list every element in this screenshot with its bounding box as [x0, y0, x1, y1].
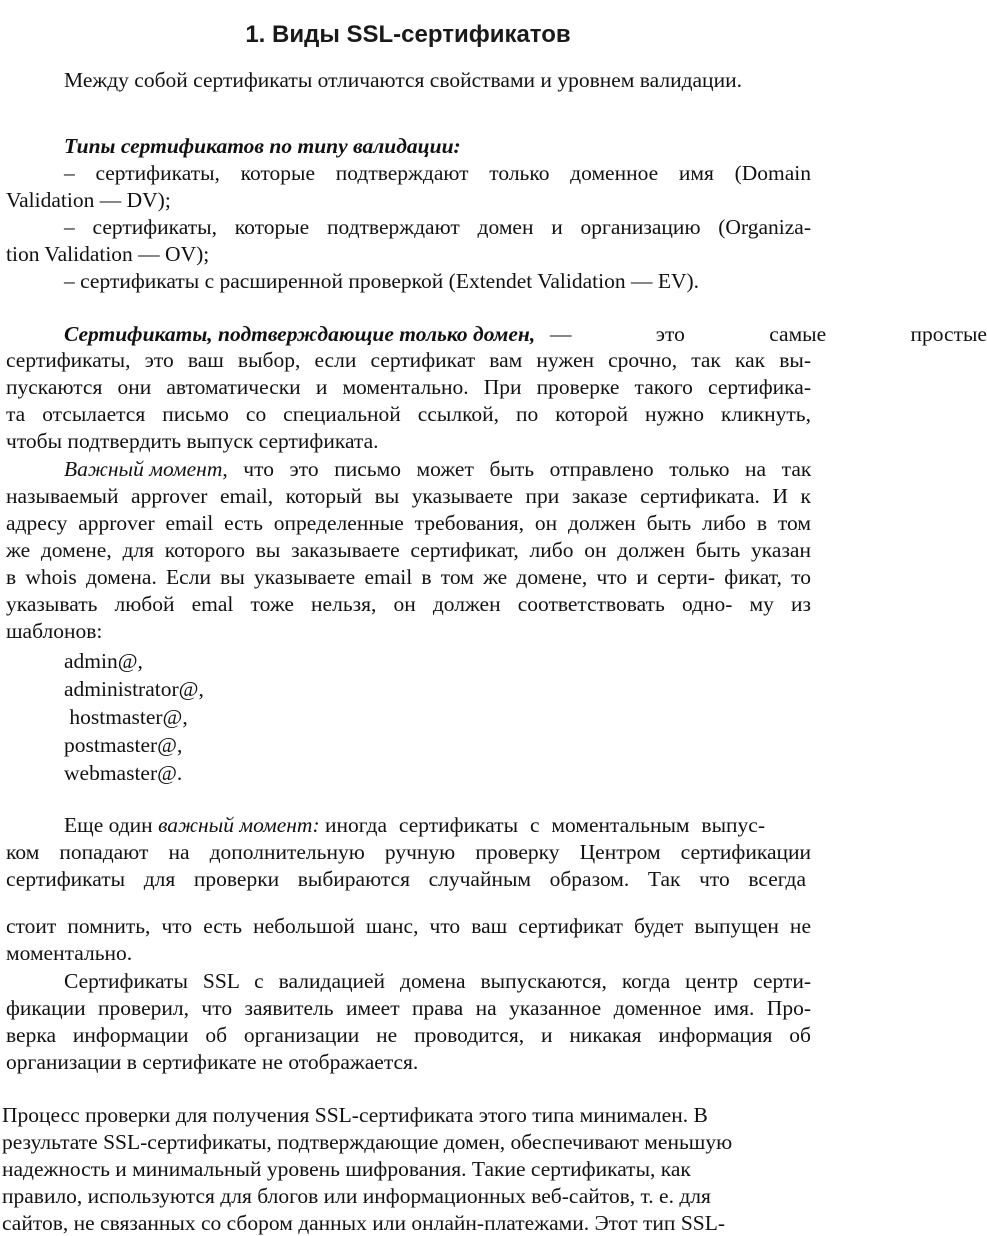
- important-line: шаблонов:: [6, 619, 103, 643]
- ssl-line: верка информации об организации не проводится, и никакая информация об: [6, 1023, 811, 1047]
- important-line: же домене, для которого вы заказываете сертификат, либо он должен быть указан: [6, 538, 811, 562]
- another-line: ком попадают на дополнительную ручную проверку Центром сертификации: [6, 840, 811, 864]
- process-line: правило, используются для блогов или информационных веб-сайтов, т. е. для: [2, 1184, 711, 1208]
- another-line: моментально.: [6, 941, 133, 965]
- dv-line: пускаются они автоматически и моментально. При проверке такого сертифика-: [6, 375, 811, 399]
- types-line: – сертификаты, которые подтверждают только доменное имя (Domain: [64, 161, 811, 185]
- process-line: Процесс проверки для получения SSL-сертификата этого типа минимален. В: [2, 1103, 708, 1127]
- types-line: Validation — DV);: [6, 188, 171, 212]
- process-line: надежность и минимальный уровень шифрования. Такие сертификаты, как: [2, 1157, 691, 1181]
- types-heading: Типы сертификатов по типу валидации:: [64, 134, 461, 158]
- email-template-item: postmaster@,: [64, 733, 183, 757]
- ssl-line: фикации проверил, что заявитель имеет права на указанное доменное имя. Про-: [6, 996, 811, 1020]
- dv-line: та отсылается письмо со специальной ссылкой, по которой нужно кликнуть,: [6, 402, 811, 426]
- important-line: указывать любой emal тоже нельзя, он должен соответствовать одно- му из: [6, 592, 811, 616]
- email-template-item: admin@,: [64, 649, 143, 673]
- process-line: сайтов, не связанных со сбором данных или онлайн-платежами. Этот тип SSL-: [2, 1211, 726, 1235]
- important-line: , что это письмо может быть отправлено только на так: [222, 457, 812, 481]
- another-prefix: Еще один: [64, 813, 153, 837]
- dv-line: — это самые простые: [549, 322, 987, 346]
- email-template-item: hostmaster@,: [64, 705, 188, 729]
- another-first-line: [64, 812, 765, 838]
- dv-line: сертификаты, это ваш выбор, если сертификат вам нужен срочно, так как вы-: [6, 348, 811, 372]
- dv-line: чтобы подтвердить выпуск сертификата.: [6, 429, 379, 453]
- types-line: tion Validation — OV);: [6, 242, 210, 266]
- another-line: стоит помнить, что есть небольшой шанс, что ваш сертификат будет выпущен не: [6, 914, 811, 938]
- another-line: иногда сертификаты с моментальным выпус-: [325, 813, 765, 837]
- dv-paragraph-first-line: [64, 321, 987, 347]
- important-line: адресу approver email есть определенные требования, он должен быть либо в том: [6, 511, 811, 535]
- types-line: – сертификаты с расширенной проверкой (Extendet Validation — EV).: [64, 269, 700, 293]
- another-lead: важный момент:: [158, 813, 320, 837]
- page-title: 1. Виды SSL-сертификатов: [245, 21, 571, 48]
- email-template-item: webmaster@.: [64, 761, 183, 785]
- another-line: сертификаты для проверки выбираются случайным образом. Так что всегда: [6, 867, 806, 891]
- important-first-line: [64, 456, 811, 482]
- email-template-item: administrator@,: [64, 677, 204, 701]
- process-line: результате SSL-сертификаты, подтверждающие домен, обеспечивают меньшую: [2, 1130, 733, 1154]
- important-line: называемый approver email, который вы указываете при заказе сертификата. И к: [6, 484, 811, 508]
- dv-lead: Сертификаты, подтверждающие только домен,: [64, 322, 536, 346]
- important-lead: Важный момент: [64, 457, 223, 481]
- intro-paragraph: Между собой сертификаты отличаются свойствами и уровнем валидации.: [64, 68, 742, 92]
- ssl-line: Сертификаты SSL с валидацией домена выпускаются, когда центр серти-: [64, 969, 811, 993]
- important-line: в whois домена. Если вы указываете email в том же домене, что и серти- фикат, то: [6, 565, 811, 589]
- ssl-line: организации в сертификате не отображается.: [6, 1050, 419, 1074]
- types-line: – сертификаты, которые подтверждают домен и организацию (Organiza-: [64, 215, 811, 239]
